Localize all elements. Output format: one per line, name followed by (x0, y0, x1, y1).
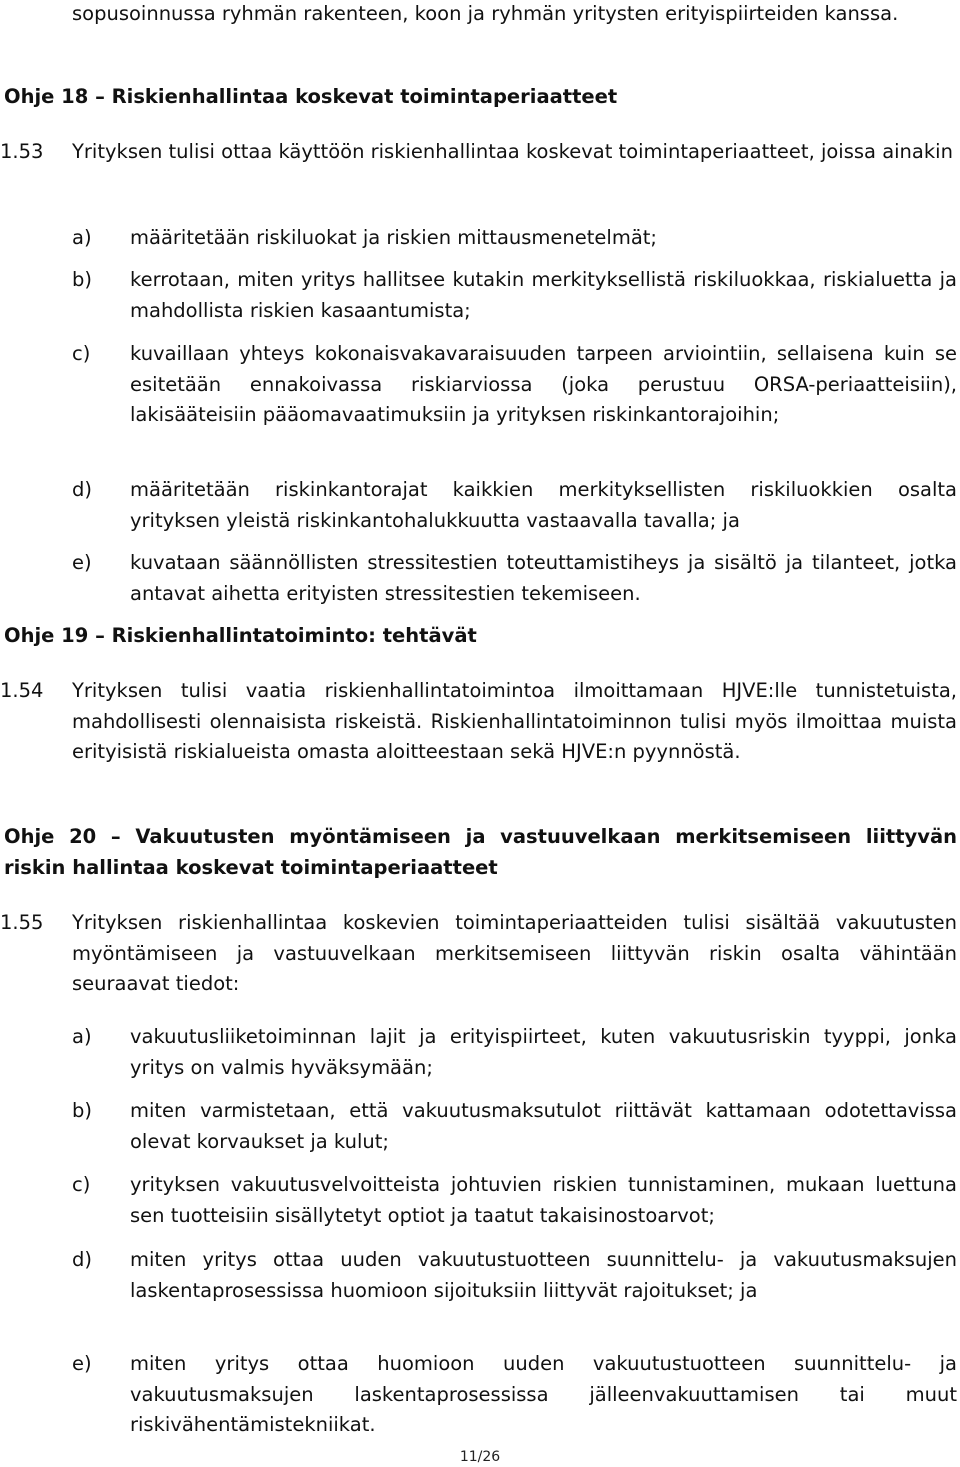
list-letter: a) (72, 226, 92, 249)
list-letter: c) (72, 1173, 91, 1196)
list-text: määritetään riskinkantorajat kaikkien merkityksellisten riskiluokkien osalta yrityksen yleistä riskinkantohalukkuutta vastaavalla tavalla; ja (130, 478, 957, 532)
list-letter: b) (72, 1099, 92, 1122)
section-heading-18: Ohje 18 – Riskienhallintaa koskevat toimintaperiaatteet (4, 85, 618, 108)
list-text: kuvataan säännöllisten stressitestien toteuttamistiheys ja sisältö ja tilanteet, jotka antavat aihetta erityisten stressitestien tekemiseen. (130, 551, 957, 605)
paragraph-number: 1.53 (0, 140, 44, 163)
section-heading-19: Ohje 19 – Riskienhallintatoiminto: tehtävät (4, 624, 477, 647)
list-letter: b) (72, 268, 92, 291)
list-letter: e) (72, 1352, 92, 1375)
list-letter: e) (72, 551, 92, 574)
list-letter: d) (72, 1248, 92, 1271)
page-number: 11/26 (459, 1449, 501, 1465)
paragraph-text: Yrityksen tulisi ottaa käyttöön riskienhallintaa koskevat toimintaperiaatteet, joissa ainakin (72, 140, 953, 163)
list-text: kuvaillaan yhteys kokonaisvakavaraisuuden tarpeen arviointiin, sellaisena kuin se esitetään ennakoivassa riskiarviossa (joka perustuu ORSA-periaatteisiin), lakisääteisiin pääomavaatimuksiin ja yrityksen riskinkantorajoihin; (130, 342, 957, 426)
list-letter: c) (72, 342, 91, 365)
section-heading-20: Ohje 20 – Vakuutusten myöntämiseen ja vastuuvelkaan merkitsemiseen liittyvän riskin hallintaa koskevat toimintaperiaatteet (4, 825, 957, 879)
paragraph-text: Yrityksen riskienhallintaa koskevien toimintaperiaatteiden tulisi sisältää vakuutusten myöntämiseen ja vastuuvelkaan merkitsemiseen liittyvän riskin osalta vähintään seuraavat tiedot: (72, 911, 957, 995)
list-letter: d) (72, 478, 92, 501)
paragraph-number: 1.55 (0, 911, 44, 934)
list-text: määritetään riskiluokat ja riskien mittausmenetelmät; (130, 226, 657, 249)
list-text: miten yritys ottaa huomioon uuden vakuutustuotteen suunnittelu- ja vakuutusmaksujen laskentaprosessissa jälleenvakuuttamisen tai muut riskivähentämistekniikat. (130, 1352, 957, 1436)
list-text: vakuutusliiketoiminnan lajit ja erityispiirteet, kuten vakuutusriskin tyyppi, jonka yritys on valmis hyväksymään; (130, 1025, 957, 1079)
list-text: miten varmistetaan, että vakuutusmaksutulot riittävät kattamaan odotettavissa olevat korvaukset ja kulut; (130, 1099, 957, 1153)
list-text: kerrotaan, miten yritys hallitsee kutakin merkityksellistä riskiluokkaa, riskialuetta ja mahdollista riskien kasaantumista; (130, 268, 957, 322)
list-text: yrityksen vakuutusvelvoitteista johtuvien riskien tunnistaminen, mukaan luettuna sen tuotteisiin sisällytetyt optiot ja taatut takaisinostoarvot; (130, 1173, 957, 1227)
paragraph-number: 1.54 (0, 679, 44, 702)
list-text: miten yritys ottaa uuden vakuutustuotteen suunnittelu- ja vakuutusmaksujen laskentaprosessissa huomioon sijoituksiin liittyvät rajoitukset; ja (130, 1248, 957, 1302)
intro-paragraph: sopusoinnussa ryhmän rakenteen, koon ja ryhmän yritysten erityispiirteiden kanssa. (72, 2, 899, 25)
paragraph-text: Yrityksen tulisi vaatia riskienhallintatoimintoa ilmoittamaan HJVE:lle tunnistetuista, mahdollisesti olennaisista riskeistä. Riskienhallintatoiminnon tulisi myös ilmoittaa muista erityisistä riskialueista omasta aloitteestaan sekä HJVE:n pyynnöstä. (72, 679, 957, 763)
list-letter: a) (72, 1025, 92, 1048)
